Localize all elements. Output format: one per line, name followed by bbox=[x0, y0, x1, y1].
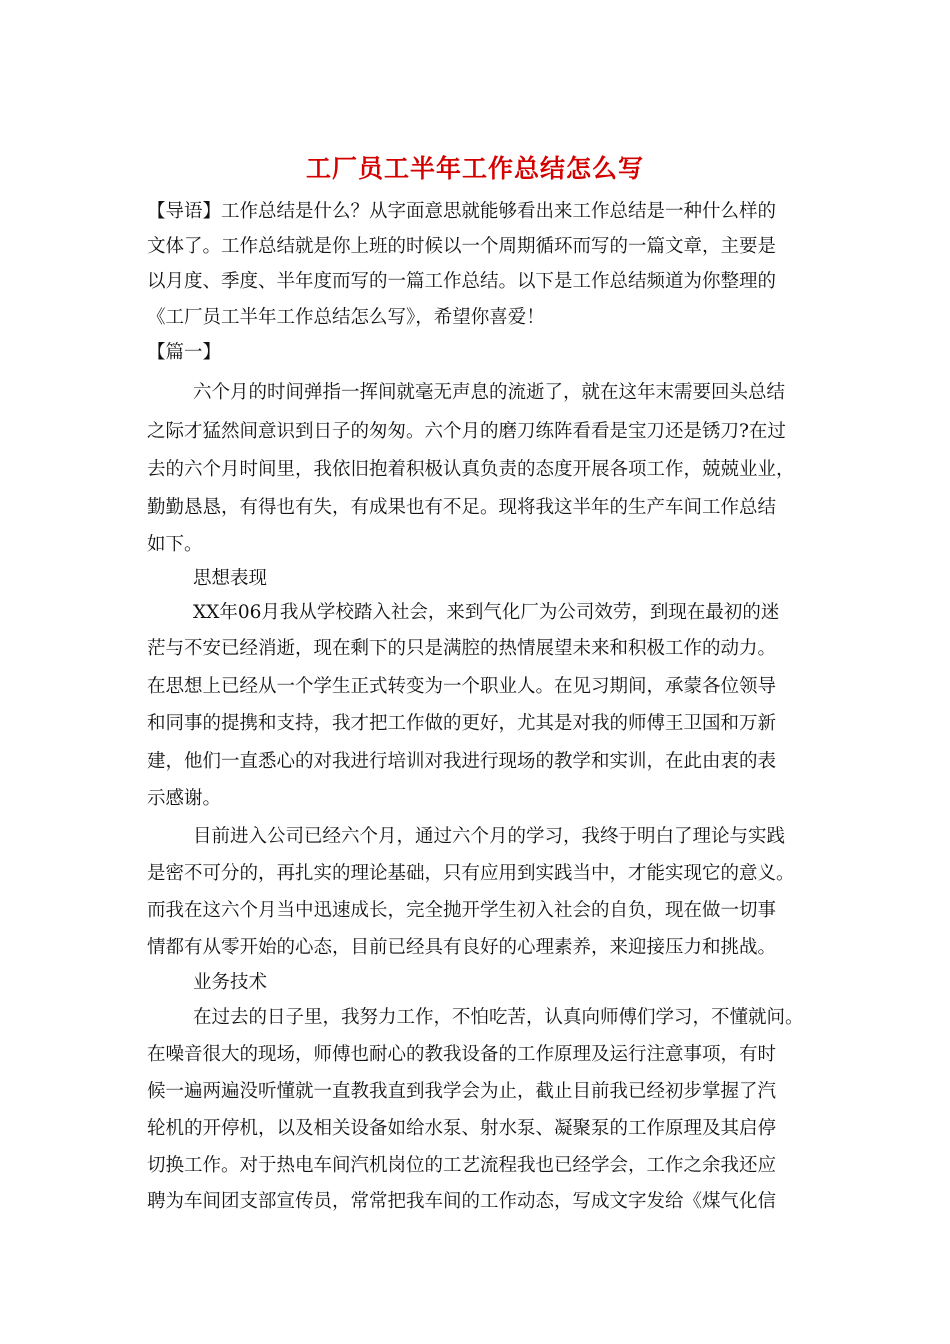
paragraph-line: 如下。 bbox=[147, 534, 203, 555]
paragraph-line: 示感谢。 bbox=[147, 788, 222, 809]
paragraph-line: XX年06月我从学校踏入社会，来到气化厂为公司效劳，到现在最初的迷 bbox=[193, 602, 780, 623]
paragraph-line: 在过去的日子里，我努力工作，不怕吃苦，认真向师傅们学习，不懂就问。 bbox=[193, 1007, 804, 1028]
paragraph-line: 【导语】工作总结是什么？从字面意思就能够看出来工作总结是一种什么样的 bbox=[147, 201, 777, 222]
paragraph-line: 和同事的提携和支持，我才把工作做的更好，尤其是对我的师傅王卫国和万新 bbox=[147, 713, 777, 734]
paragraph-line: 文体了。工作总结就是你上班的时候以一个周期循环而写的一篇文章，主要是 bbox=[147, 236, 777, 257]
paragraph-line: 轮机的开停机，以及相关设备如给水泵、射水泵、凝聚泵的工作原理及其启停 bbox=[147, 1118, 777, 1139]
paragraph-line: 而我在这六个月当中迅速成长，完全抛开学生初入社会的自负，现在做一切事 bbox=[147, 900, 777, 921]
paragraph-line: 勤勤恳恳，有得也有失，有成果也有不足。现将我这半年的生产车间工作总结 bbox=[147, 497, 777, 518]
subsection-heading: 业务技术 bbox=[193, 972, 268, 993]
paragraph-line: 之际才猛然间意识到日子的匆匆。六个月的磨刀练阵看看是宝刀还是锈刀?在过 bbox=[147, 421, 786, 442]
paragraph-line: 在思想上已经从一个学生正式转变为一个职业人。在见习期间，承蒙各位领导 bbox=[147, 676, 777, 697]
subsection-heading: 思想表现 bbox=[193, 568, 268, 589]
paragraph-line: 建，他们一直悉心的对我进行培训对我进行现场的教学和实训，在此由衷的表 bbox=[147, 751, 777, 772]
paragraph-line: 目前进入公司已经六个月，通过六个月的学习，我终于明白了理论与实践 bbox=[193, 826, 786, 847]
paragraph-line: 六个月的时间弹指一挥间就毫无声息的流逝了，就在这年末需要回头总结 bbox=[193, 382, 786, 403]
paragraph-line: 以月度、季度、半年度而写的一篇工作总结。以下是工作总结频道为你整理的 bbox=[147, 271, 777, 292]
paragraph-line: 情都有从零开始的心态，目前已经具有良好的心理素养，来迎接压力和挑战。 bbox=[147, 937, 777, 958]
paragraph-line: 是密不可分的，再扎实的理论基础，只有应用到实践当中，才能实现它的意义。 bbox=[147, 863, 795, 884]
paragraph-line: 候一遍两遍没听懂就一直教我直到我学会为止，截止目前我已经初步掌握了汽 bbox=[147, 1081, 777, 1102]
paragraph-line: 在噪音很大的现场，师傅也耐心的教我设备的工作原理及运行注意事项，有时 bbox=[147, 1044, 777, 1065]
section-heading: 【篇一】 bbox=[147, 342, 222, 363]
paragraph-line: 茫与不安已经消逝，现在剩下的只是满腔的热情展望未来和积极工作的动力。 bbox=[147, 638, 777, 659]
paragraph-line: 《工厂员工半年工作总结怎么写》，希望你喜爱！ bbox=[147, 307, 545, 328]
paragraph-line: 聘为车间团支部宣传员，常常把我车间的工作动态，写成文字发给《煤气化信 bbox=[147, 1191, 777, 1212]
paragraph-line: 切换工作。对于热电车间汽机岗位的工艺流程我也已经学会，工作之余我还应 bbox=[147, 1155, 777, 1176]
document-title: 工厂员工半年工作总结怎么写 bbox=[305, 154, 644, 183]
paragraph-line: 去的六个月时间里，我依旧抱着积极认真负责的态度开展各项工作，兢兢业业， bbox=[147, 459, 795, 480]
